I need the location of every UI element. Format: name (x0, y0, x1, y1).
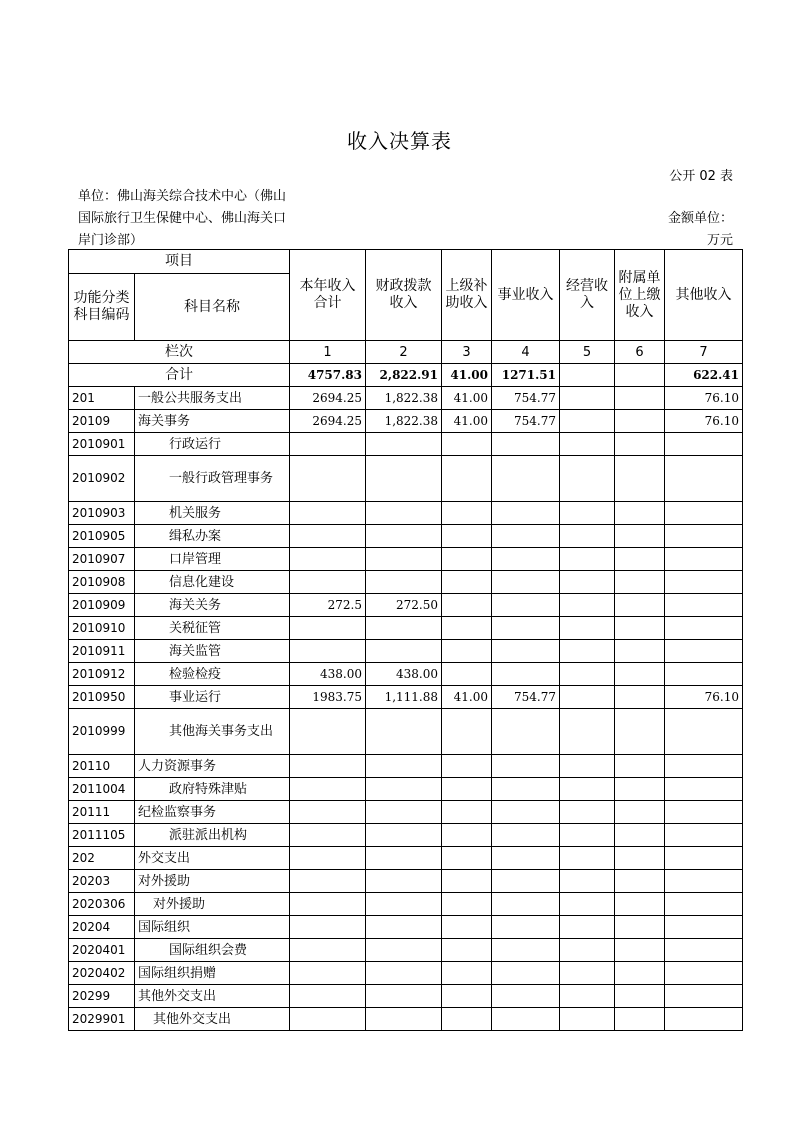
value-cell (290, 893, 366, 916)
value-cell (442, 617, 492, 640)
value-cell (615, 962, 665, 985)
subject-name-cell: 海关事务 (135, 410, 290, 433)
value-cell (492, 962, 560, 985)
value-cell (492, 617, 560, 640)
value-cell (366, 824, 442, 847)
column-number-label: 栏次 (69, 341, 290, 364)
subject-name-cell: 信息化建设 (135, 571, 290, 594)
subject-name-cell: 口岸管理 (135, 548, 290, 571)
value-cell (560, 939, 615, 962)
value-cell (665, 1008, 743, 1031)
value-cell (665, 893, 743, 916)
table-row (69, 939, 743, 962)
value-cell (492, 801, 560, 824)
value-cell (492, 663, 560, 686)
value-cell (442, 985, 492, 1008)
value-cell: 2694.25 (290, 387, 366, 410)
value-cell (560, 916, 615, 939)
value-cell (290, 916, 366, 939)
header-col1: 本年收入合计 (290, 250, 366, 341)
value-cell (560, 801, 615, 824)
subject-name-cell: 事业运行 (135, 686, 290, 709)
subject-name-cell: 对外援助 (135, 893, 290, 916)
value-cell (442, 939, 492, 962)
value-cell (492, 755, 560, 778)
func-code-cell: 2010905 (69, 525, 135, 548)
value-cell (366, 1008, 442, 1031)
value-cell (615, 1008, 665, 1031)
table-row (69, 502, 743, 525)
value-cell (442, 824, 492, 847)
total-row (69, 364, 743, 387)
value-cell (442, 847, 492, 870)
value-cell (290, 870, 366, 893)
unit-name: 单位：佛山海关综合技术中心（佛山国际旅行卫生保健中心、佛山海关口岸门诊部） (78, 189, 287, 248)
func-code-cell: 20299 (69, 985, 135, 1008)
value-cell: 272.5 (290, 594, 366, 617)
subject-name-cell: 其他外交支出 (135, 985, 290, 1008)
value-cell (665, 525, 743, 548)
value-cell (442, 893, 492, 916)
func-code-cell: 20111 (69, 801, 135, 824)
func-code-cell: 2010907 (69, 548, 135, 571)
value-cell (665, 640, 743, 663)
column-number: 3 (442, 341, 492, 364)
table-row (69, 847, 743, 870)
header-col5: 经营收入 (560, 250, 615, 341)
value-cell (290, 801, 366, 824)
value-cell (492, 640, 560, 663)
value-cell (492, 824, 560, 847)
table-row (69, 456, 743, 502)
value-cell: 76.10 (665, 387, 743, 410)
func-code-cell: 2010902 (69, 456, 135, 502)
value-cell (290, 939, 366, 962)
value-cell (366, 755, 442, 778)
value-cell (560, 640, 615, 663)
subject-name-cell: 缉私办案 (135, 525, 290, 548)
value-cell (665, 548, 743, 571)
table-row (69, 709, 743, 755)
value-cell (492, 456, 560, 502)
value-cell (366, 433, 442, 456)
value-cell (492, 847, 560, 870)
value-cell: 1,111.88 (366, 686, 442, 709)
value-cell (492, 870, 560, 893)
value-cell (442, 456, 492, 502)
value-cell (290, 640, 366, 663)
total-label: 合计 (69, 364, 290, 387)
value-cell (442, 548, 492, 571)
value-cell (560, 962, 615, 985)
value-cell (560, 686, 615, 709)
value-cell (615, 617, 665, 640)
value-cell (492, 571, 560, 594)
subject-name-cell: 一般行政管理事务 (135, 456, 290, 502)
subject-name-cell: 外交支出 (135, 847, 290, 870)
amount-unit (668, 208, 733, 252)
value-cell (560, 847, 615, 870)
column-number: 7 (665, 341, 743, 364)
value-cell (560, 755, 615, 778)
value-cell (615, 571, 665, 594)
table-row (69, 801, 743, 824)
header-col7: 其他收入 (665, 250, 743, 341)
func-code-cell: 2010908 (69, 571, 135, 594)
column-number: 6 (615, 341, 665, 364)
value-cell (665, 433, 743, 456)
value-cell (290, 847, 366, 870)
form-number: 公开 02 表 (669, 169, 733, 184)
value-cell (615, 525, 665, 548)
value-cell: 272.50 (366, 594, 442, 617)
value-cell (665, 824, 743, 847)
value-cell (442, 433, 492, 456)
value-cell (665, 755, 743, 778)
value-cell: 754.77 (492, 686, 560, 709)
value-cell (492, 433, 560, 456)
table-row (69, 594, 743, 617)
func-code-cell: 2029901 (69, 1008, 135, 1031)
value-cell: 754.77 (492, 387, 560, 410)
value-cell (366, 640, 442, 663)
page-title: 收入决算表 (347, 129, 452, 153)
table-row (69, 433, 743, 456)
value-cell (615, 502, 665, 525)
column-number: 1 (290, 341, 366, 364)
value-cell (615, 985, 665, 1008)
value-cell: 76.10 (665, 410, 743, 433)
value-cell (560, 617, 615, 640)
total-value: 2,822.91 (366, 364, 442, 387)
column-number: 5 (560, 341, 615, 364)
value-cell (290, 962, 366, 985)
value-cell (560, 709, 615, 755)
subject-name-cell: 国际组织 (135, 916, 290, 939)
value-cell: 438.00 (290, 663, 366, 686)
value-cell (366, 962, 442, 985)
value-cell (560, 893, 615, 916)
value-cell (442, 778, 492, 801)
value-cell (560, 387, 615, 410)
header-col3: 上级补助收入 (442, 250, 492, 341)
amount-unit-value: 万元 (706, 233, 733, 248)
func-code-cell: 2011004 (69, 778, 135, 801)
total-value: 1271.51 (492, 364, 560, 387)
subject-name-cell: 国际组织捐赠 (135, 962, 290, 985)
value-cell (442, 571, 492, 594)
subject-name-cell: 行政运行 (135, 433, 290, 456)
func-code-cell: 20203 (69, 870, 135, 893)
value-cell (665, 847, 743, 870)
value-cell (492, 893, 560, 916)
value-cell (615, 870, 665, 893)
value-cell (665, 502, 743, 525)
value-cell: 76.10 (665, 686, 743, 709)
value-cell (442, 594, 492, 617)
func-code-cell: 20110 (69, 755, 135, 778)
func-code-cell: 2010909 (69, 594, 135, 617)
value-cell (665, 939, 743, 962)
value-cell (366, 893, 442, 916)
value-cell (290, 1008, 366, 1031)
value-cell (442, 755, 492, 778)
income-table (68, 249, 743, 1031)
header-subject-name: 科目名称 (135, 274, 290, 341)
subject-name-cell: 派驻派出机构 (135, 824, 290, 847)
header-col2: 财政拨款收入 (366, 250, 442, 341)
table-row (69, 686, 743, 709)
func-code-cell: 2010912 (69, 663, 135, 686)
func-code-cell: 2020401 (69, 939, 135, 962)
value-cell (560, 410, 615, 433)
value-cell (290, 433, 366, 456)
value-cell (615, 778, 665, 801)
value-cell (615, 916, 665, 939)
func-code-cell: 202 (69, 847, 135, 870)
value-cell (290, 571, 366, 594)
value-cell (366, 548, 442, 571)
func-code-cell: 20109 (69, 410, 135, 433)
value-cell (560, 663, 615, 686)
value-cell (665, 778, 743, 801)
value-cell (560, 778, 615, 801)
column-number: 2 (366, 341, 442, 364)
value-cell (560, 456, 615, 502)
value-cell (665, 571, 743, 594)
subject-name-cell: 一般公共服务支出 (135, 387, 290, 410)
value-cell (290, 525, 366, 548)
value-cell (615, 548, 665, 571)
subject-name-cell: 海关关务 (135, 594, 290, 617)
func-code-cell: 2010911 (69, 640, 135, 663)
value-cell (366, 870, 442, 893)
total-value (560, 364, 615, 387)
value-cell (665, 985, 743, 1008)
value-cell (560, 548, 615, 571)
value-cell (442, 801, 492, 824)
value-cell: 438.00 (366, 663, 442, 686)
value-cell (492, 778, 560, 801)
subject-name-cell: 关税征管 (135, 617, 290, 640)
value-cell (366, 801, 442, 824)
value-cell (442, 962, 492, 985)
func-code-cell: 201 (69, 387, 135, 410)
value-cell (665, 594, 743, 617)
value-cell: 41.00 (442, 410, 492, 433)
value-cell (290, 824, 366, 847)
value-cell (492, 709, 560, 755)
value-cell (366, 571, 442, 594)
table-row (69, 525, 743, 548)
total-value: 622.41 (665, 364, 743, 387)
value-cell (290, 548, 366, 571)
table-row (69, 548, 743, 571)
value-cell (615, 801, 665, 824)
table-row (69, 870, 743, 893)
value-cell (366, 985, 442, 1008)
value-cell (290, 985, 366, 1008)
func-code-cell: 2020306 (69, 893, 135, 916)
value-cell (615, 640, 665, 663)
value-cell (615, 456, 665, 502)
value-cell (615, 824, 665, 847)
subject-name-cell: 其他海关事务支出 (135, 709, 290, 755)
value-cell: 41.00 (442, 686, 492, 709)
subject-name-cell: 其他外交支出 (135, 1008, 290, 1031)
value-cell (560, 870, 615, 893)
value-cell (366, 847, 442, 870)
value-cell (615, 709, 665, 755)
value-cell (560, 1008, 615, 1031)
value-cell (492, 939, 560, 962)
table-row (69, 387, 743, 410)
value-cell (442, 502, 492, 525)
value-cell (560, 824, 615, 847)
table-row (69, 663, 743, 686)
value-cell (560, 525, 615, 548)
value-cell (290, 617, 366, 640)
value-cell (366, 525, 442, 548)
value-cell (442, 1008, 492, 1031)
value-cell (615, 433, 665, 456)
value-cell (366, 456, 442, 502)
table-row (69, 1008, 743, 1031)
total-value (615, 364, 665, 387)
value-cell (492, 916, 560, 939)
value-cell: 41.00 (442, 387, 492, 410)
subject-name-cell: 政府特殊津贴 (135, 778, 290, 801)
func-code-cell: 2020402 (69, 962, 135, 985)
value-cell (366, 617, 442, 640)
value-cell (665, 663, 743, 686)
value-cell (560, 594, 615, 617)
value-cell (615, 939, 665, 962)
table-row (69, 410, 743, 433)
table-row (69, 824, 743, 847)
table-row (69, 962, 743, 985)
table-row (69, 893, 743, 916)
header-func-code: 功能分类科目编码 (69, 274, 135, 341)
value-cell (290, 755, 366, 778)
value-cell: 1983.75 (290, 686, 366, 709)
value-cell (492, 548, 560, 571)
value-cell (615, 847, 665, 870)
value-cell (665, 962, 743, 985)
header-project: 项目 (69, 250, 290, 274)
value-cell (290, 709, 366, 755)
subject-name-cell: 国际组织会费 (135, 939, 290, 962)
value-cell (442, 663, 492, 686)
value-cell (665, 870, 743, 893)
subject-name-cell: 对外援助 (135, 870, 290, 893)
value-cell (615, 594, 665, 617)
value-cell (615, 387, 665, 410)
subject-name-cell: 检验检疫 (135, 663, 290, 686)
value-cell (615, 410, 665, 433)
func-code-cell: 2010903 (69, 502, 135, 525)
value-cell (492, 1008, 560, 1031)
func-code-cell: 2010901 (69, 433, 135, 456)
value-cell (290, 778, 366, 801)
value-cell (492, 525, 560, 548)
value-cell (560, 985, 615, 1008)
amount-unit-label: 金额单位： (667, 211, 733, 226)
table-row (69, 571, 743, 594)
table-row (69, 755, 743, 778)
subject-name-cell: 人力资源事务 (135, 755, 290, 778)
table-row (69, 617, 743, 640)
column-number: 4 (492, 341, 560, 364)
value-cell: 2694.25 (290, 410, 366, 433)
value-cell (665, 456, 743, 502)
value-cell (366, 778, 442, 801)
value-cell (560, 502, 615, 525)
value-cell (442, 525, 492, 548)
func-code-cell: 2010910 (69, 617, 135, 640)
value-cell (665, 617, 743, 640)
column-number-row (69, 341, 743, 364)
value-cell (492, 594, 560, 617)
value-cell (442, 709, 492, 755)
value-cell (615, 663, 665, 686)
value-cell (560, 433, 615, 456)
subject-name-cell: 纪检监察事务 (135, 801, 290, 824)
value-cell (492, 502, 560, 525)
func-code-cell: 20204 (69, 916, 135, 939)
value-cell (366, 709, 442, 755)
value-cell (615, 755, 665, 778)
total-value: 41.00 (442, 364, 492, 387)
total-value: 4757.83 (290, 364, 366, 387)
func-code-cell: 2010950 (69, 686, 135, 709)
func-code-cell: 2011105 (69, 824, 135, 847)
value-cell (442, 640, 492, 663)
value-cell (665, 709, 743, 755)
table-row (69, 640, 743, 663)
func-code-cell: 2010999 (69, 709, 135, 755)
subject-name-cell: 海关监管 (135, 640, 290, 663)
header-col6: 附属单位上缴收入 (615, 250, 665, 341)
value-cell (615, 893, 665, 916)
value-cell (492, 985, 560, 1008)
table-row (69, 778, 743, 801)
value-cell: 754.77 (492, 410, 560, 433)
value-cell (442, 870, 492, 893)
value-cell (366, 916, 442, 939)
value-cell: 1,822.38 (366, 387, 442, 410)
table-row (69, 985, 743, 1008)
value-cell (665, 916, 743, 939)
table-row (69, 916, 743, 939)
value-cell (442, 916, 492, 939)
value-cell (366, 939, 442, 962)
value-cell (290, 456, 366, 502)
header-col4: 事业收入 (492, 250, 560, 341)
value-cell (665, 801, 743, 824)
value-cell: 1,822.38 (366, 410, 442, 433)
value-cell (560, 571, 615, 594)
subject-name-cell: 机关服务 (135, 502, 290, 525)
value-cell (615, 686, 665, 709)
value-cell (290, 502, 366, 525)
value-cell (366, 502, 442, 525)
